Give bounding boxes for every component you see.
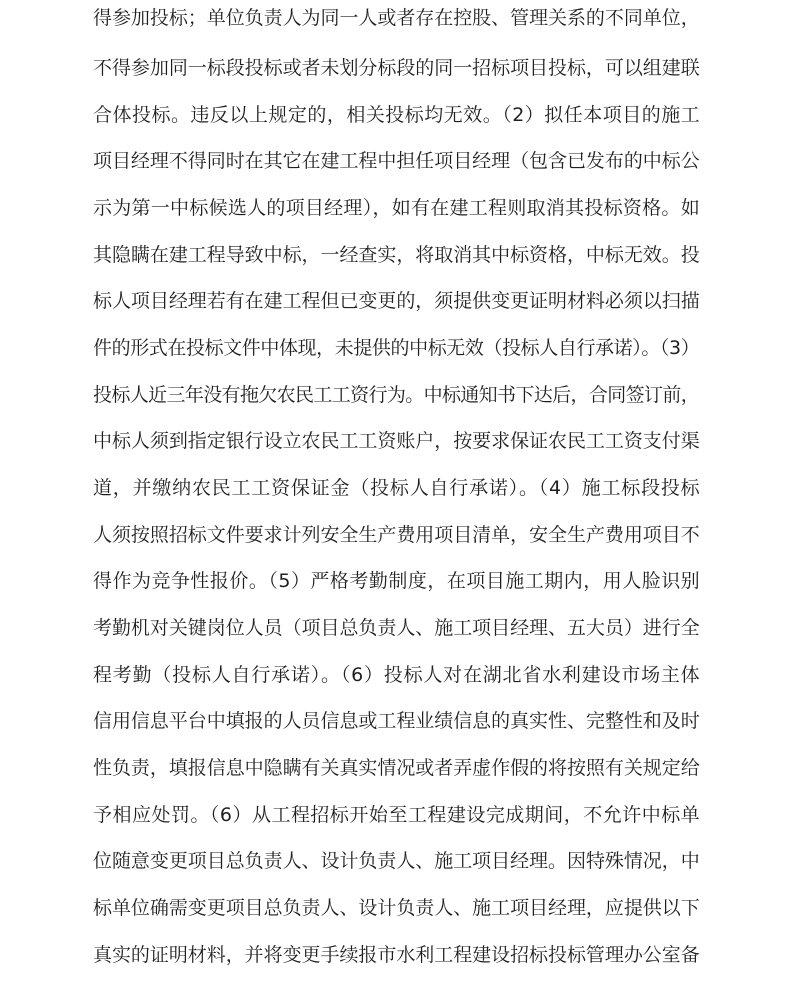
text-line-12: 人须按照招标文件要求计列安全生产费用项目清单，安全生产费用项目不 — [93, 524, 700, 546]
text-line-17: 性负责，填报信息中隐瞒有关真实情况或者弄虚作假的将按照有关规定给 — [93, 757, 700, 779]
text-line-21: 真实的证明材料，并将变更手续报市水利工程建设招标投标管理办公室备 — [93, 944, 700, 966]
text-line-10: 中标人须到指定银行设立农民工工资账户，按要求保证农民工工资支付渠 — [93, 430, 700, 452]
text-line-7: 标人项目经理若有在建工程但已变更的，须提供变更证明材料必须以扫描 — [93, 290, 700, 312]
text-line-6: 其隐瞒在建工程导致中标，一经查实，将取消其中标资格，中标无效。投 — [93, 244, 700, 266]
text-line-5: 示为第一中标候选人的项目经理），如有在建工程则取消其投标资格。如 — [93, 197, 700, 219]
text-line-20: 标单位确需变更项目总负责人、设计负责人、施工项目经理，应提供以下 — [93, 897, 700, 919]
text-line-3: 合体投标。违反以上规定的，相关投标均无效。（2）拟任本项目的施工 — [93, 104, 701, 126]
text-line-4: 项目经理不得同时在其它在建工程中担任项目经理（包含已发布的中标公 — [93, 150, 700, 172]
text-line-8: 件的形式在投标文件中体现，未提供的中标无效（投标人自行承诺）。（3） — [93, 337, 700, 359]
text-line-18: 予相应处罚。（6）从工程招标开始至工程建设完成期间，不允许中标单 — [93, 804, 701, 826]
text-line-15: 程考勤（投标人自行承诺）。（6）投标人对在湖北省水利建设市场主体 — [93, 664, 701, 686]
text-line-19: 位随意变更项目总负责人、设计负责人、施工项目经理。因特殊情况，中 — [93, 850, 700, 872]
text-line-11: 道，并缴纳农民工工资保证金（投标人自行承诺）。（4）施工标段投标 — [93, 477, 701, 499]
text-line-13: 得作为竞争性报价。（5）严格考勤制度，在项目施工期内，用人脸识别 — [93, 570, 701, 592]
text-line-2: 不得参加同一标段投标或者未划分标段的同一招标项目投标，可以组建联 — [93, 57, 700, 79]
text-line-1: 得参加投标；单位负责人为同一人或者存在控股、管理关系的不同单位， — [93, 7, 700, 29]
text-line-9: 投标人近三年没有拖欠农民工工资行为。中标通知书下达后，合同签订前， — [93, 384, 700, 406]
text-line-16: 信用信息平台中填报的人员信息或工程业绩信息的真实性、完整性和及时 — [93, 710, 700, 732]
text-line-14: 考勤机对关键岗位人员（项目总负责人、施工项目经理、五大员）进行全 — [93, 617, 700, 639]
